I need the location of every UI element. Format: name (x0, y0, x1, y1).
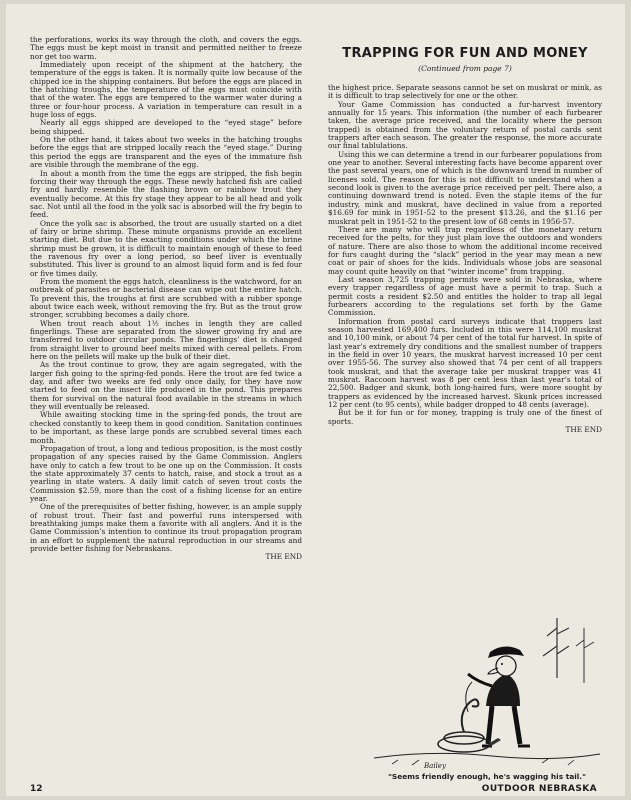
paragraph: While awaiting stocking time in the spring-fed ponds, the trout are checked constantly to keep them in good condition. Sanitation continues to be important, as these large ponds are scrubbed several times each month. (30, 410, 302, 445)
right-column (328, 84, 602, 434)
paragraph: As the trout continue to grow, they are again segregated, with the larger fish going to the spring-fed ponds. Here the trout are fed twice a day, and after two weeks are fed only once daily, for they have now started to feed on the insect life produced in the pond. This prepares them for survival on the natural food available in the streams in which they will eventually be released. (30, 360, 302, 412)
cartoon-signature: Bailey (424, 762, 446, 770)
paragraph: When trout reach about 1½ inches in length they are called fingerlings. These are separated from the slower growing fry and are transferred to outdoor circular ponds. The fingerlings’ diet is changed from straight liver to ground beef melts mixed with cereal pellets. From here on the pellets will make up the bulk of their diet. (30, 318, 302, 362)
page-number: 12 (30, 784, 43, 794)
paragraph: Using this we can determine a trend in our furbearer populations from one year to another. Several interesting facts have become apparent over the past several years, one of which is the downward trend in number of licenses sold. The reason for this is not difficult to understand when a second look is given to the average price received per pelt. There also, a continuing downward trend is noted. Even the staple items of the fur industry, mink and muskrat, have declined in value from a reported $16.69 for mink in 1951-52 to the present $13.26, and the $1.16 per muskrat pelt in 1951-52 to the present low of 68 cents in 1956-57. (328, 149, 602, 226)
end-mark: THE END (265, 552, 302, 562)
magazine-name: OUTDOOR NEBRASKA (481, 784, 597, 794)
continued-note: (Continued from page 7) (418, 64, 512, 73)
paragraph: But be it for fun or for money, trapping is truly one of the finest of sports. (328, 408, 602, 426)
paragraph: Nearly all eggs shipped are developed to the “eyed stage” before being shipped. (30, 118, 302, 136)
paragraph: In about a month from the time the eggs are stripped, the fish begin forcing their way through the eggs. These newly hatched fish are called fry and hardly resemble the flashing brown or rainbow trout they eventually become. At this fry stage they appear to be all head and yolk sac. Not until all the food in the yolk sac is absorbed will the fry begin to feed. (30, 168, 302, 220)
end-mark: THE END (565, 425, 602, 435)
paragraph: the perforations, works its way through the cloth, and covers the eggs. The eggs must be kept moist in transit and permitted neither to freeze nor get too warm. (30, 35, 302, 61)
paragraph: the highest price. Separate seasons cannot be set on muskrat or mink, as it is difficult to trap selectively for one or the other. (328, 83, 602, 101)
paragraph: Information from postal card surveys indicate that trappers last season harvested 169,400 furs. Included in this were 114,100 muskrat and 10,100 mink, or about 74 per cent of the total fur harvest. In spite of last year’s extremely dry conditions and the smallest number of trappers in the field in over 10 years, the muskrat harvest increased 10 per cent over 1955-56. The survey also showed that 74 per cent of all trappers took muskrat, and that the average take per muskrat trapper was 41 muskrat. Raccoon harvest was 8 per cent less than last year’s total of 22,500. Badger and skunk, both long-haired furs, were more sought by trappers as evidenced by the increased harvest. Skunk prices increased 12 per cent (to 95 cents), while badger dropped to 48 cents (average). (328, 316, 602, 410)
paragraph: From the moment the eggs hatch, cleanliness is the watchword, for an outbreak of parasites or bacterial disease can wipe out the entire hatch. To prevent this, the troughs at first are scrubbed with a rubber sponge about twice each week, without removing the fry. But as the trout grow stronger, scrubbing becomes a daily chore. (30, 276, 303, 320)
magazine-page (6, 4, 625, 796)
paragraph: One of the prerequisites of better fishing, however, is an ample supply of robust trout. Their fast and powerful runs interspersed with breathtaking jumps make them a favorite with all anglers. And it is the Game Commission’s intention to continue its trout propagation program in an effort to supplement the natural reproduction in our streams and provide better fishing for Nebraskans. (30, 502, 302, 553)
paragraph: There are many who will trap regardless of the monetary return received for the pelts, for they just plain love the outdoors and wonders of nature. There are also those to whom the additional income received for furs caught during the “slack” period in the year may mean a new coat or pair of shoes for the kids. Individuals whose jobs are seasonal may count quite heavily on that “winter income” from trapping. (328, 224, 602, 276)
paragraph: Last season 3,725 trapping permits were sold in Nebraska, where every trapper regardless of age must have a permit to trap. Such a permit costs a resident $2.50 and entitles the holder to trap all legal furbearers according to the regulations set forth by the Game Commission. (328, 274, 602, 318)
paragraph: Propagation of trout, a long and tedious proposition, is the most costly propagation of any species raised by the Game Commission. Anglers have only to catch a few trout to be one up on the Commission. It costs the state approximately 37 cents to hatch, raise, and stock a trout as a yearling in state waters. A daily limit catch of seven trout costs the Commission $2.59, more than the cost of a fishing license for an entire year. (30, 443, 302, 503)
paragraph: Immediately upon receipt of the shipment at the hatchery, the temperature of the eggs is taken. It is normally quite low because of the chipped ice in the shipping containers. But before the eggs are placed in the hatching troughs, the temperature of the eggs must coincide with that of the water. The eggs are tempered to the warmer water during a three or four-hour process. A variation in temperature can result in a huge loss of eggs. (30, 60, 302, 120)
cartoon-caption: "Seems friendly enough, he's wagging his tail." (388, 772, 586, 781)
article-headline: TRAPPING FOR FUN AND MONEY (342, 46, 588, 61)
cartoon-illustration (372, 608, 602, 774)
left-column (30, 36, 302, 562)
paragraph: Once the yolk sac is absorbed, the trout are usually started on a diet of fairy or brine shrimp. These minute organisms provide an excellent starting diet. But due to the exacting conditions under which the brine shrimp must be grown, it is difficult to maintain enough of these to feed the ravenous fry over a long period, so beef liver is eventually substituted. This liver is ground to an almost liquid form and is fed four or five times daily. (30, 218, 302, 278)
paragraph: On the other hand, it takes about two weeks in the hatching troughs before the eggs that are stripped locally reach the “eyed stage.” During this period the eggs are transparent and the eyes of the immature fish are visible through the membrane of the egg. (30, 135, 302, 170)
paragraph: Your Game Commission has conducted a fur-harvest inventory annually for 15 years. This information (the number of each furbearer taken, the average price received, and the locality where the person trapped) is obtained from the voluntary return of postal cards sent trappers after each season. The greater the response, the more accurate our final tablulations. (328, 99, 602, 151)
